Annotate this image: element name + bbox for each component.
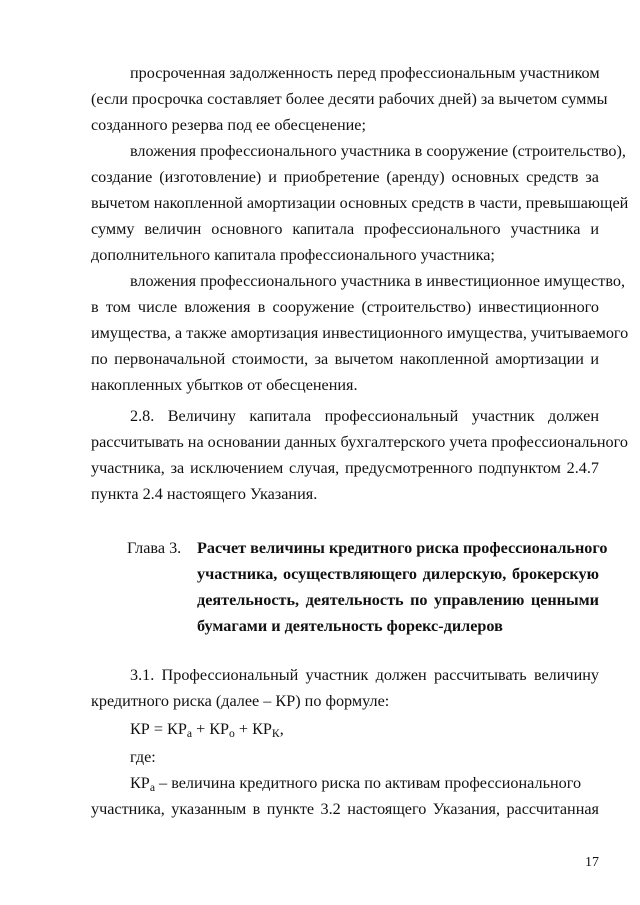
text-line: участника, указанным в пункте 3.2 настоящего Указания, рассчитанная <box>91 800 599 818</box>
text-line: вложения профессионального участника в сооружение (строительство), <box>130 142 626 160</box>
formula: КР = $КР_а + КР_о + КР_К$, <box>130 720 284 740</box>
text-line: кредитного риска (далее – КР) по формуле: <box>91 692 390 710</box>
chapter-title-line: бумагами и деятельность форекс-дилеров <box>197 617 503 635</box>
text-line: пункта 2.4 настоящего Указания. <box>91 485 318 503</box>
chapter-title-line: участника, осуществляющего дилерскую, брокерскую <box>197 565 599 583</box>
text-line: дополнительного капитала профессионального участника; <box>91 246 495 264</box>
text-line: где: <box>130 748 156 766</box>
chapter-title-line: Расчет величины кредитного риска профессионального <box>197 539 608 557</box>
text-line: просроченная задолженность перед профессиональным участником <box>130 64 600 82</box>
text-line: по первоначальной стоимости, за вычетом накопленной амортизации и <box>91 350 599 368</box>
text-line: сумму величин основного капитала профессионального участника и <box>91 220 599 238</box>
text-line: вычетом накопленной амортизации основных средств в части, превышающей <box>91 194 629 212</box>
page-number: 17 <box>585 855 599 870</box>
text-line: 3.1. Профессиональный участник должен рассчитывать величину <box>130 666 599 684</box>
text-line: 2.8. Величину капитала профессиональный участник должен <box>130 407 599 425</box>
text-line: накопленных убытков от обесценения. <box>91 376 358 394</box>
definition-line: $КР_а$ – величина кредитного риска по активам профессионального <box>130 774 582 794</box>
text-line: имущества, а также амортизация инвестиционного имущества, учитываемого <box>91 324 629 342</box>
text-line: рассчитывать на основании данных бухгалтерского учета профессионального <box>91 433 628 451</box>
text-line: созданного резерва под ее обесценение; <box>91 116 366 134</box>
chapter-label: Глава 3. <box>127 539 182 557</box>
text-line: вложения профессионального участника в инвестиционное имущество, <box>130 272 625 290</box>
text-line: (если просрочка составляет более десяти рабочих дней) за вычетом суммы <box>91 90 608 108</box>
chapter-title-line: деятельность, деятельность по управлению ценными <box>197 591 599 609</box>
text-line: в том числе вложения в сооружение (строительство) инвестиционного <box>91 298 599 316</box>
text-line: создание (изготовление) и приобретение (аренду) основных средств за <box>91 168 599 186</box>
text-line: участника, за исключением случая, предусмотренного подпунктом 2.4.7 <box>91 459 599 477</box>
